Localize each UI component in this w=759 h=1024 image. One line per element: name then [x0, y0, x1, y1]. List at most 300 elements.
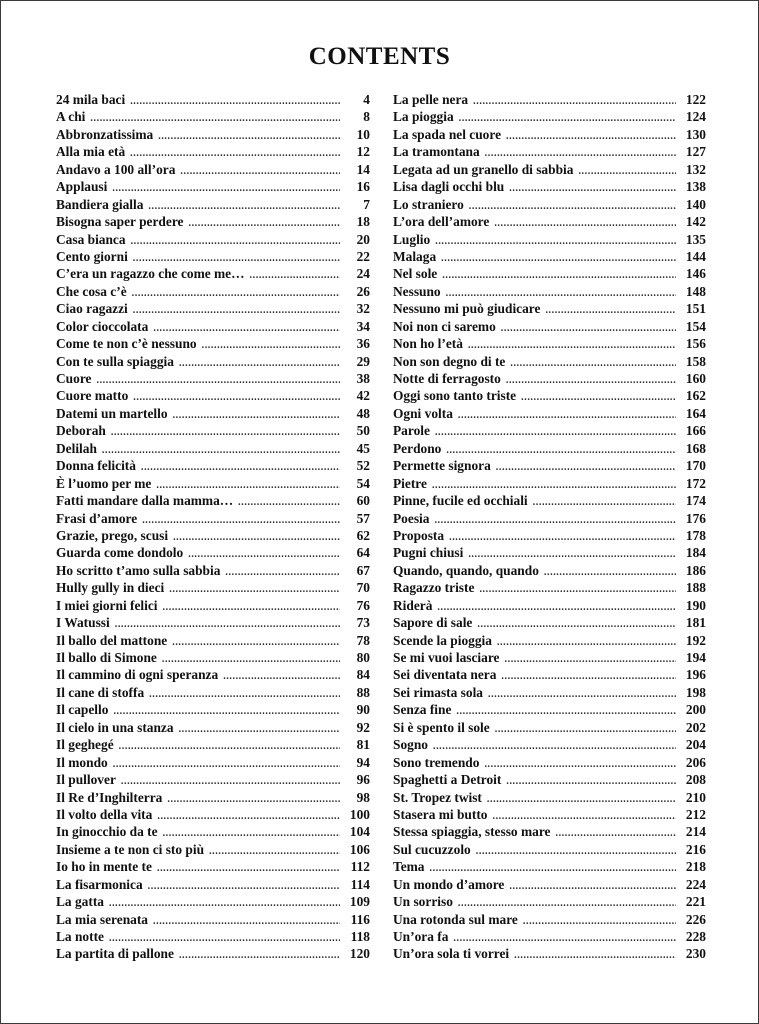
toc-entry-page-number: 88	[356, 684, 370, 700]
toc-entry-page-number: 181	[685, 615, 706, 631]
toc-entry	[56, 684, 370, 701]
toc-entry	[56, 544, 370, 561]
toc-entry	[393, 684, 706, 701]
toc-entry	[393, 945, 706, 962]
toc-entry	[56, 928, 370, 945]
toc-entry-title: Permette signora	[393, 458, 491, 474]
toc-entry	[56, 387, 370, 404]
toc-entry	[393, 440, 706, 457]
toc-entry-page-number: 14	[356, 161, 370, 177]
toc-entry-title: Perdono	[393, 440, 442, 456]
toc-entry-page-number: 154	[685, 318, 706, 334]
dot-leader	[179, 947, 340, 964]
toc-entry-title: Bandiera gialla	[56, 196, 144, 212]
toc-entry-title: Lisa dagli occhi blu	[393, 179, 505, 195]
toc-entry-title: Noi non ci saremo	[393, 318, 496, 334]
toc-entry	[393, 475, 706, 492]
toc-entry-page-number: 124	[685, 109, 706, 125]
toc-entry	[56, 475, 370, 492]
toc-entry	[56, 649, 370, 666]
toc-entry-page-number: 190	[685, 597, 706, 613]
toc-entry-title: Bisogna saper perdere	[56, 214, 184, 230]
dot-leader	[501, 668, 676, 685]
dot-leader	[113, 756, 340, 773]
toc-entry-title: Come te non c’è nessuno	[56, 336, 197, 352]
toc-entry-title: Applausi	[56, 179, 108, 195]
toc-entry-title: Pugni chiusi	[393, 545, 464, 561]
toc-entry-page-number: 12	[356, 144, 370, 160]
dot-leader	[505, 651, 677, 668]
toc-entry-page-number: 202	[685, 719, 706, 735]
toc-entry	[393, 108, 706, 125]
dot-leader	[153, 913, 340, 930]
toc-entry	[56, 510, 370, 527]
toc-entry-title: Malaga	[393, 248, 437, 264]
toc-entry	[56, 422, 370, 439]
toc-entry-page-number: 188	[685, 580, 706, 596]
toc-entry-title: Frasi d’amore	[56, 510, 138, 526]
toc-entry-page-number: 16	[356, 179, 370, 195]
toc-entry-page-number: 90	[356, 702, 370, 718]
toc-entry-page-number: 176	[685, 510, 706, 526]
toc-entry-title: Un’ora sola ti vorrei	[393, 946, 510, 962]
toc-entry	[56, 126, 370, 143]
toc-entry-title: Riderà	[393, 597, 433, 613]
toc-entry-page-number: 29	[356, 353, 370, 369]
toc-entry	[393, 719, 706, 736]
dot-leader	[188, 215, 340, 232]
toc-entry-title: Casa bianca	[56, 231, 126, 247]
toc-entry	[393, 335, 706, 352]
toc-entry-title: Oggi sono tanto triste	[393, 388, 517, 404]
toc-entry-title: Stessa spiaggia, stesso mare	[393, 824, 551, 840]
toc-entry-title: Non ho l’età	[393, 336, 463, 352]
toc-entry	[56, 806, 370, 823]
toc-entry-title: Datemi un martello	[56, 405, 168, 421]
toc-entry-title: Deborah	[56, 423, 106, 439]
dot-leader	[149, 686, 340, 703]
toc-entry	[393, 579, 706, 596]
dot-leader	[111, 424, 340, 441]
toc-entry-title: Sul cucuzzolo	[393, 841, 471, 857]
toc-entry-page-number: 144	[685, 248, 706, 264]
toc-entry	[393, 248, 706, 265]
toc-entry-title: Un sorriso	[393, 894, 453, 910]
toc-entry	[56, 562, 370, 579]
toc-entry-page-number: 4	[363, 92, 370, 107]
toc-entry	[56, 876, 370, 893]
toc-entry-page-number: 156	[685, 336, 706, 352]
toc-entry-title: Cuore matto	[56, 388, 129, 404]
toc-entry-title: Parole	[393, 423, 430, 439]
toc-entry-title: Il ballo del mattone	[56, 632, 168, 648]
dot-leader	[555, 825, 676, 842]
toc-entry-page-number: 148	[685, 283, 706, 299]
dot-leader	[484, 756, 676, 773]
toc-entry-page-number: 210	[685, 789, 706, 805]
toc-entry-page-number: 84	[356, 667, 370, 683]
toc-entry	[56, 108, 370, 125]
toc-entry-title: La fisarmonica	[56, 876, 143, 892]
toc-entry-page-number: 36	[356, 336, 370, 352]
toc-entry	[393, 789, 706, 806]
toc-entry-page-number: 94	[356, 754, 370, 770]
toc-entry-title: Andavo a 100 all’ora	[56, 161, 176, 177]
dot-leader	[578, 163, 676, 180]
toc-entry-page-number: 140	[685, 196, 706, 212]
dot-leader	[157, 808, 340, 825]
toc-entry-title: St. Tropez twist	[393, 789, 482, 805]
toc-entry-title: Delilah	[56, 440, 97, 456]
toc-entry-page-number: 96	[356, 772, 370, 788]
toc-entry-page-number: 76	[356, 597, 370, 613]
toc-entry-page-number: 166	[685, 423, 706, 439]
dot-leader	[141, 459, 340, 476]
toc-entry-title: Ogni volta	[393, 405, 453, 421]
dot-leader	[476, 843, 676, 860]
toc-entry-title: Sapore di sale	[393, 615, 473, 631]
toc-entry-page-number: 50	[356, 423, 370, 439]
toc-entry-title: Il volto della vita	[56, 806, 153, 822]
toc-entry-page-number: 196	[685, 667, 706, 683]
toc-entry-title: Il cammino di ogni speranza	[56, 667, 219, 683]
toc-entry	[56, 91, 370, 108]
dot-leader	[509, 878, 676, 895]
toc-entry-title: Ragazzo triste	[393, 580, 475, 596]
toc-entry	[56, 632, 370, 649]
toc-entry-page-number: 158	[685, 353, 706, 369]
toc-entry	[56, 161, 370, 178]
toc-entry-page-number: 78	[356, 632, 370, 648]
toc-entry-title: Sono tremendo	[393, 754, 480, 770]
toc-entry-page-number: 216	[685, 841, 706, 857]
toc-entry-title: A chi	[56, 109, 86, 125]
toc-entry-title: Luglio	[393, 231, 431, 247]
toc-entry	[393, 143, 706, 160]
toc-entry	[56, 736, 370, 753]
toc-entry-page-number: 214	[685, 824, 706, 840]
dot-leader	[494, 215, 676, 232]
dot-leader	[441, 250, 676, 267]
dot-leader	[179, 721, 340, 738]
toc-entry-title: Proposta	[393, 527, 445, 543]
toc-entry-title: Sei diventata nera	[393, 667, 497, 683]
toc-entry-title: Il ballo di Simone	[56, 650, 157, 665]
toc-entry-title: Il mondo	[56, 754, 108, 770]
dot-leader	[435, 424, 676, 441]
toc-entry-page-number: 186	[685, 562, 706, 578]
toc-entry	[393, 893, 706, 910]
toc-entry-page-number: 174	[685, 493, 706, 509]
toc-entry-page-number: 164	[685, 405, 706, 421]
dot-leader	[250, 267, 340, 284]
toc-entry	[56, 196, 370, 213]
toc-entry-page-number: 135	[685, 231, 706, 247]
toc-entry-title: La gatta	[56, 894, 104, 910]
dot-leader	[469, 198, 676, 215]
toc-entry	[393, 457, 706, 474]
dot-leader	[238, 494, 340, 511]
dot-leader	[473, 93, 676, 110]
toc-entry-page-number: 52	[356, 458, 370, 474]
dot-leader	[458, 407, 676, 424]
toc-entry-title: Cento giorni	[56, 248, 128, 264]
toc-entry	[56, 701, 370, 718]
toc-entry	[393, 231, 706, 248]
toc-entry	[56, 318, 370, 335]
toc-entry-page-number: 70	[356, 580, 370, 596]
toc-entry-page-number: 81	[356, 737, 370, 753]
toc-entry	[56, 911, 370, 928]
toc-entry-page-number: 132	[685, 161, 706, 177]
dot-leader	[435, 233, 676, 250]
toc-entry	[56, 370, 370, 387]
toc-entry-title: Abbronzatissima	[56, 126, 154, 142]
toc-entry-title: Nel sole	[393, 266, 438, 282]
toc-entry-title: Un mondo d’amore	[393, 876, 505, 892]
toc-entry	[393, 196, 706, 213]
toc-entry-page-number: 80	[356, 650, 370, 665]
dot-leader	[148, 878, 340, 895]
dot-leader	[506, 372, 676, 389]
toc-entry-page-number: 228	[685, 929, 706, 944]
toc-entry	[393, 318, 706, 335]
toc-entry-title: È l’uomo per me	[56, 475, 152, 491]
toc-entry-title: I miei giorni felici	[56, 597, 158, 613]
toc-entry-page-number: 45	[356, 440, 370, 456]
toc-entry-title: Quando, quando, quando	[393, 562, 539, 578]
dot-leader	[173, 529, 340, 546]
toc-entry-title: Fatti mandare dalla mamma…	[56, 493, 234, 509]
toc-entry-title: L’ora dell’amore	[393, 214, 490, 230]
toc-entry	[393, 510, 706, 527]
toc-entry-title: Un’ora fa	[393, 929, 449, 944]
toc-entry-page-number: 116	[350, 911, 370, 927]
toc-entry-page-number: 194	[685, 650, 706, 665]
toc-entry-page-number: 130	[685, 126, 706, 142]
toc-entry-page-number: 151	[685, 301, 706, 317]
toc-entry-page-number: 184	[685, 545, 706, 561]
toc-entry-title: Insieme a te non ci sto più	[56, 841, 205, 857]
toc-entry-page-number: 221	[685, 894, 706, 910]
toc-entry-page-number: 146	[685, 266, 706, 282]
toc-entry	[56, 597, 370, 614]
toc-entry-title: Pietre	[393, 475, 427, 491]
toc-entry-page-number: 32	[356, 301, 370, 317]
toc-entry-title: Alla mia età	[56, 144, 126, 160]
dot-leader	[533, 494, 676, 511]
toc-entry-title: Con te sulla spiaggia	[56, 353, 174, 369]
toc-entry-page-number: 122	[685, 92, 706, 107]
toc-entry-page-number: 206	[685, 754, 706, 770]
toc-entry-page-number: 73	[356, 615, 370, 631]
toc-entry-title: Grazie, prego, scusi	[56, 527, 169, 543]
toc-entry	[56, 178, 370, 195]
toc-entry	[393, 213, 706, 230]
dot-leader	[442, 267, 676, 284]
dot-leader	[131, 233, 340, 250]
toc-entry	[56, 248, 370, 265]
toc-entry	[393, 283, 706, 300]
toc-entry	[56, 893, 370, 910]
page-title: CONTENTS	[308, 43, 451, 70]
dot-leader	[506, 773, 676, 790]
toc-entry-page-number: 100	[349, 806, 370, 822]
toc-entry-title: Color cioccolata	[56, 318, 149, 334]
toc-entry-page-number: 200	[685, 702, 706, 718]
toc-entry-title: Il geghegé	[56, 737, 114, 753]
dot-leader	[514, 947, 676, 964]
toc-entry	[393, 841, 706, 858]
dot-leader	[167, 791, 340, 808]
toc-entry-title: 24 mila baci	[56, 92, 126, 107]
dot-leader	[521, 389, 676, 406]
toc-entry	[393, 701, 706, 718]
toc-entry	[56, 527, 370, 544]
toc-left-column	[56, 91, 370, 963]
toc-entry	[393, 126, 706, 143]
toc-entry-title: Poesia	[393, 510, 430, 526]
toc-entry	[393, 387, 706, 404]
toc-entry	[56, 231, 370, 248]
toc-entry-page-number: 204	[685, 737, 706, 753]
toc-entry	[393, 422, 706, 439]
toc-entry-page-number: 224	[685, 876, 706, 892]
toc-entry-title: La tramontana	[393, 144, 480, 160]
toc-entry	[56, 754, 370, 771]
toc-entry-page-number: 8	[363, 109, 370, 125]
toc-entry-page-number: 218	[685, 859, 706, 875]
toc-entry	[393, 806, 706, 823]
toc-entry-title: La spada nel cuore	[393, 126, 502, 142]
toc-entry	[56, 666, 370, 683]
toc-entry	[56, 300, 370, 317]
toc-entry-page-number: 57	[356, 510, 370, 526]
toc-entry-title: Non son degno di te	[393, 353, 506, 369]
toc-entry-title: Nessuno mi può giudicare	[393, 301, 541, 317]
dot-leader	[163, 599, 340, 616]
toc-entry	[56, 614, 370, 631]
dot-leader	[209, 843, 340, 860]
toc-entry-title: Se mi vuoi lasciare	[393, 650, 500, 665]
toc-entry-page-number: 230	[685, 946, 706, 962]
toc-entry	[393, 527, 706, 544]
toc-entry-page-number: 114	[350, 876, 370, 892]
toc-entry-title: Si è spento il sole	[393, 719, 490, 735]
toc-entry	[393, 649, 706, 666]
toc-entry	[56, 353, 370, 370]
toc-entry-title: Senza fine	[393, 702, 452, 718]
toc-entry	[393, 597, 706, 614]
dot-leader	[130, 93, 340, 110]
toc-entry-page-number: 62	[356, 527, 370, 543]
dot-leader	[173, 407, 340, 424]
toc-entry-title: Una rotonda sul mare	[393, 911, 518, 927]
dot-leader	[223, 668, 340, 685]
toc-entry	[56, 841, 370, 858]
toc-entry	[393, 632, 706, 649]
toc-entry	[393, 265, 706, 282]
dot-leader	[501, 320, 676, 337]
toc-entry-page-number: 112	[350, 859, 370, 875]
toc-entry-page-number: 26	[356, 283, 370, 299]
dot-leader	[172, 634, 340, 651]
toc-entry	[393, 666, 706, 683]
toc-entry	[393, 823, 706, 840]
toc-right-column	[393, 91, 706, 963]
dot-leader	[477, 616, 676, 633]
toc-entry-title: In ginocchio da te	[56, 824, 158, 840]
toc-entry-page-number: 42	[356, 388, 370, 404]
dot-leader	[157, 860, 340, 877]
toc-entry-page-number: 138	[685, 179, 706, 195]
toc-entry-title: Il capello	[56, 702, 109, 718]
dot-leader	[510, 355, 676, 372]
toc-entry	[56, 858, 370, 875]
dot-leader	[496, 459, 676, 476]
toc-entry-title: Lo straniero	[393, 196, 464, 212]
toc-entry-title: La pioggia	[393, 109, 454, 125]
toc-entry	[56, 823, 370, 840]
toc-entry-title: Sogno	[393, 737, 428, 753]
toc-entry-page-number: 109	[349, 894, 370, 910]
dot-leader	[169, 581, 340, 598]
toc-entry-title: Legata ad un granello di sabbia	[393, 161, 574, 177]
toc-entry-title: Hully gully in dieci	[56, 580, 165, 596]
toc-entry-page-number: 92	[356, 719, 370, 735]
dot-leader	[132, 285, 340, 302]
toc-entry	[56, 945, 370, 962]
toc-entry	[393, 736, 706, 753]
toc-entry-page-number: 18	[356, 214, 370, 230]
toc-entry-page-number: 104	[349, 824, 370, 840]
toc-entry-page-number: 106	[349, 841, 370, 857]
toc-entry	[56, 213, 370, 230]
toc-entry	[393, 911, 706, 928]
dot-leader	[225, 564, 340, 581]
toc-entry-title: La mia serenata	[56, 911, 148, 927]
dot-leader	[495, 721, 676, 738]
toc-entry-title: La partita di pallone	[56, 946, 174, 962]
toc-entry-page-number: 226	[685, 911, 706, 927]
toc-entry-title: Ciao ragazzi	[56, 301, 128, 317]
dot-leader	[487, 791, 676, 808]
toc-entry-title: Sei rimasta sola	[393, 684, 484, 700]
toc-entry	[393, 544, 706, 561]
toc-entry-page-number: 208	[685, 772, 706, 788]
toc-entry-title: Spaghetti a Detroit	[393, 772, 502, 788]
toc-entry-page-number: 10	[356, 126, 370, 142]
dot-leader	[488, 686, 676, 703]
toc-entry-page-number: 98	[356, 789, 370, 805]
toc-entry	[393, 876, 706, 893]
toc-entry-title: Cuore	[56, 371, 92, 386]
toc-entry	[56, 283, 370, 300]
toc-entry	[393, 928, 706, 945]
toc-entry-page-number: 162	[685, 388, 706, 404]
toc-entry-title: Notte di ferragosto	[393, 371, 501, 386]
toc-entry-page-number: 48	[356, 405, 370, 421]
toc-entry-page-number: 127	[685, 144, 706, 160]
dot-leader	[133, 302, 340, 319]
toc-entry	[393, 405, 706, 422]
toc-entry-page-number: 60	[356, 493, 370, 509]
toc-entry-page-number: 7	[363, 196, 370, 212]
toc-entry-title: Nessuno	[393, 283, 441, 299]
toc-entry	[393, 492, 706, 509]
toc-entry-title: Che cosa c’è	[56, 283, 127, 299]
toc-entry	[393, 161, 706, 178]
